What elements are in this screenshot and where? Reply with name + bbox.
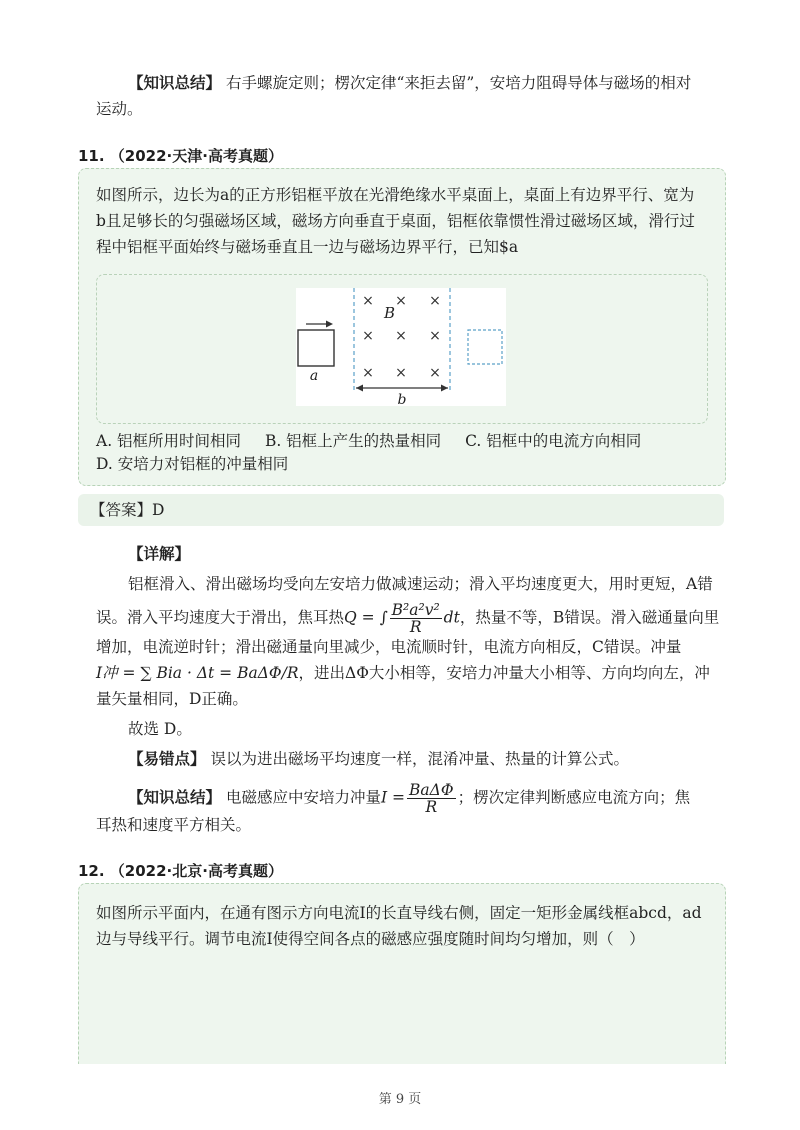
impulse-formula: I冲 = ∑ Bia · Δt = BaΔΦ/R (96, 664, 299, 682)
summary-fraction: $\frac{\text{BaΔΦ}}{R}$ (409, 781, 454, 816)
svg-text:×: × (362, 328, 374, 344)
svg-text:×: × (395, 328, 407, 344)
option-c: C. 铝框中的电流方向相同 (465, 432, 642, 450)
prev-summary-line1 (128, 70, 728, 96)
prev-summary-line2: 运动。 (96, 100, 143, 118)
q11-mistake: 【易错点】 误以为进出磁场平均速度一样，混淆冲量、热量的计算公式。 (128, 749, 629, 768)
svg-text:×: × (362, 365, 374, 381)
q11-detail-line5: 量矢量相同，D正确。 (96, 690, 248, 708)
prev-summary-label: 【知识总结】 (128, 73, 222, 92)
page-number: 第 9 页 (378, 1092, 422, 1107)
svg-text:×: × (395, 293, 407, 309)
q11-figure (296, 288, 506, 406)
q11-header: 11. （2022·天津·高考真题） (78, 147, 283, 165)
label-a: a (309, 368, 319, 384)
prev-summary-text: 右手螺旋定则；楞次定律“来拒去留”，安培力阻碍导体与磁场的相对 (225, 74, 692, 92)
label-b: b (397, 392, 407, 406)
q11-stem-line3: 程中铝框平面始终与磁场垂直且一边与磁场边界平行，已知$a (96, 238, 519, 256)
q11-stem-line2: b且足够长的匀强磁场区域，磁场方向垂直于桌面，铝框依靠惯性滑过磁场区域，滑行过 (96, 212, 695, 230)
heat-integral: Q = ∫ (344, 608, 388, 627)
svg-text:×: × (429, 365, 441, 381)
q11-detail-label: 【详解】 (128, 544, 191, 563)
q11-stem-line1: 如图所示，边长为a的正方形铝框平放在光滑绝缘水平桌面上，桌面上有边界平行、宽为 (96, 186, 695, 204)
q11-summary-line2: 耳热和速度平方相关。 (96, 816, 252, 834)
q11-detail-line2: 误。滑入平均速度大于滑出，焦耳热Q = ∫ $\frac{\text{B²a²v²}}{R}$ dt，热量不等，B错误。滑入磁通量向里 (96, 601, 720, 636)
q11-answer-bar (78, 494, 724, 526)
svg-text:×: × (395, 365, 407, 381)
heat-fraction: $\frac{\text{B²a²v²}}{R}$ (391, 601, 440, 636)
label-B: B (384, 304, 396, 322)
q12-header: 12. （2022·北京·高考真题） (78, 862, 283, 880)
svg-text:×: × (362, 293, 374, 309)
option-a: A. 铝框所用时间相同 (96, 432, 242, 450)
option-b: B. 铝框上产生的热量相同 (264, 432, 442, 450)
q11-answer: 【答案】D (90, 501, 165, 519)
q11-choose: 故选 D。 (128, 720, 192, 738)
svg-text:×: × (429, 328, 441, 344)
q11-detail-line1: 铝框滑入、滑出磁场均受向左安培力做减速运动；滑入平均速度更大，用时更短，A错 (128, 575, 713, 593)
q12-stem-line2: 边与导线平行。调节电流I使得空间各点的磁感应强度随时间均匀增加，则（ ） (96, 930, 645, 948)
svg-text:×: × (429, 293, 441, 309)
q11-detail-line3: 增加，电流逆时针；滑出磁通量向里减少，电流顺时针，电流方向相反，C错误。冲量 (96, 638, 682, 656)
q11-summary-line1: 【知识总结】 电磁感应中安培力冲量I = $\frac{\text{BaΔΦ}}{R}$ ；楞次定律判断感应电流方向；焦 (128, 781, 691, 816)
option-d: D. 安培力对铝框的冲量相同 (96, 455, 289, 473)
q11-detail-line4: I冲 = ∑ Bia · Δt = BaΔΦ/R，进出ΔΦ大小相等，安培力冲量大小相等、方向均向左，冲 (96, 664, 710, 682)
q12-stem-line1: 如图所示平面内，在通有图示方向电流I的长直导线右侧，固定一矩形金属线框abcd，ad (96, 904, 702, 922)
